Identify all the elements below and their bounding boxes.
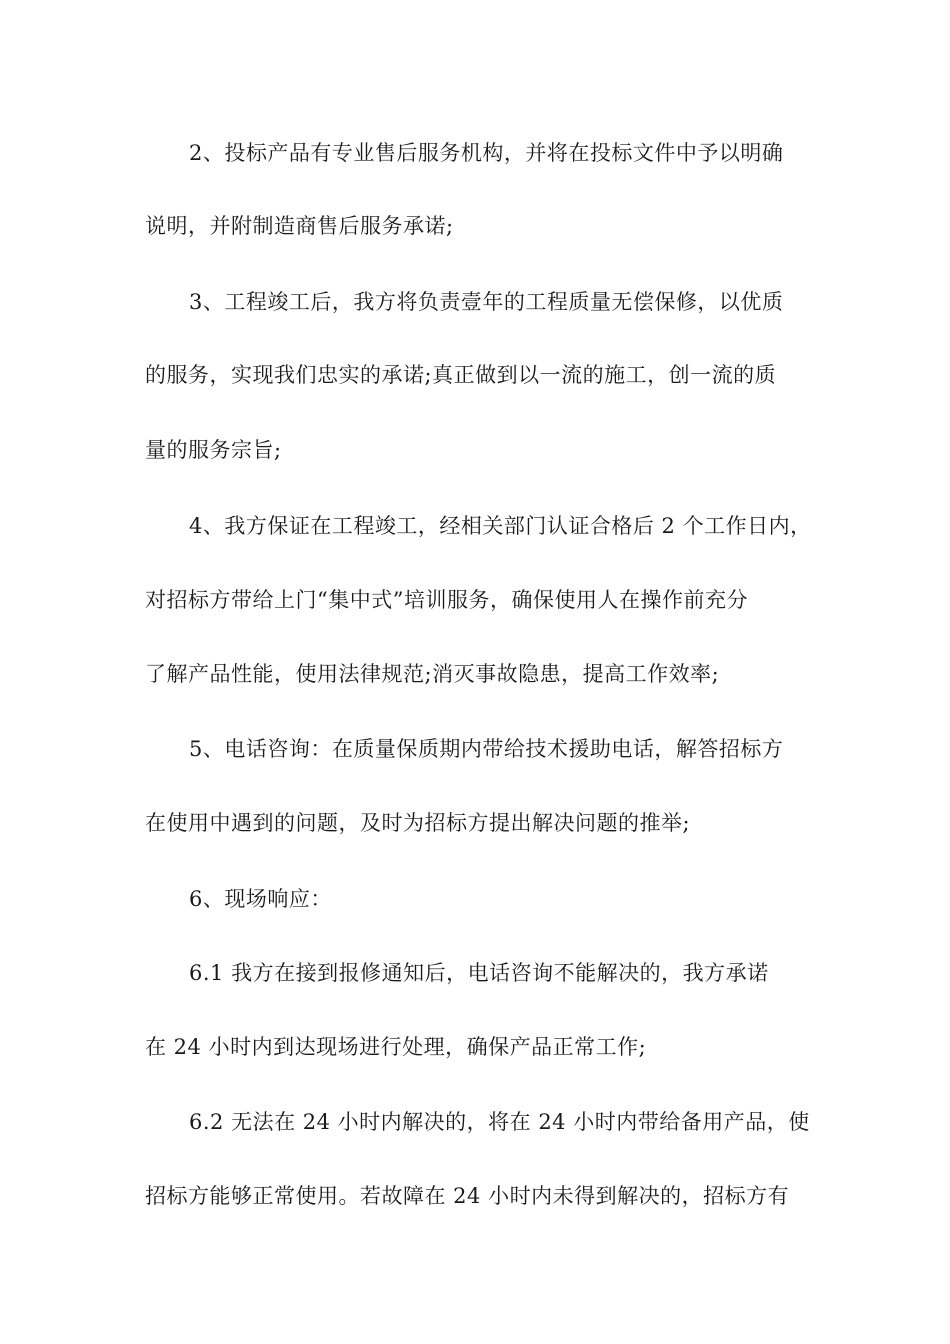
paragraph-3-line-3: 量的服务宗旨; <box>145 438 282 462</box>
paragraph-3-line-2: 的服务，实现我们忠实的承诺;真正做到以一流的施工，创一流的质 <box>145 363 777 387</box>
paragraph-3-line-1: 3、工程竣工后，我方将负责壹年的工程质量无偿保修，以优质 <box>189 290 784 314</box>
paragraph-6-1-line-1: 6.1 我方在接到报修通知后，电话咨询不能解决的，我方承诺 <box>189 961 769 985</box>
paragraph-4-line-2: 对招标方带给上门“集中式”培训服务，确保使用人在操作前充分 <box>145 588 748 612</box>
paragraph-5-line-1: 5、电话咨询：在质量保质期内带给技术援助电话，解答招标方 <box>189 737 784 761</box>
paragraph-4-line-1: 4、我方保证在工程竣工，经相关部门认证合格后 2 个工作日内， <box>189 514 812 538</box>
paragraph-6-heading: 6、现场响应： <box>189 887 332 911</box>
paragraph-6-2-line-1: 6.2 无法在 24 小时内解决的，将在 24 小时内带给备用产品，使 <box>189 1110 810 1134</box>
paragraph-5-line-2: 在使用中遇到的问题，及时为招标方提出解决问题的推举; <box>145 811 691 835</box>
paragraph-2-line-2: 说明，并附制造商售后服务承诺; <box>145 214 454 238</box>
paragraph-6-1-line-2: 在 24 小时内到达现场进行处理，确保产品正常工作; <box>145 1035 647 1059</box>
paragraph-2-line-1: 2、投标产品有专业售后服务机构，并将在投标文件中予以明确 <box>189 141 784 165</box>
paragraph-4-line-3: 了解产品性能，使用法律规范;消灭事故隐患，提高工作效率; <box>145 662 720 686</box>
paragraph-6-2-line-2: 招标方能够正常使用。若故障在 24 小时内未得到解决的，招标方有 <box>145 1184 790 1208</box>
